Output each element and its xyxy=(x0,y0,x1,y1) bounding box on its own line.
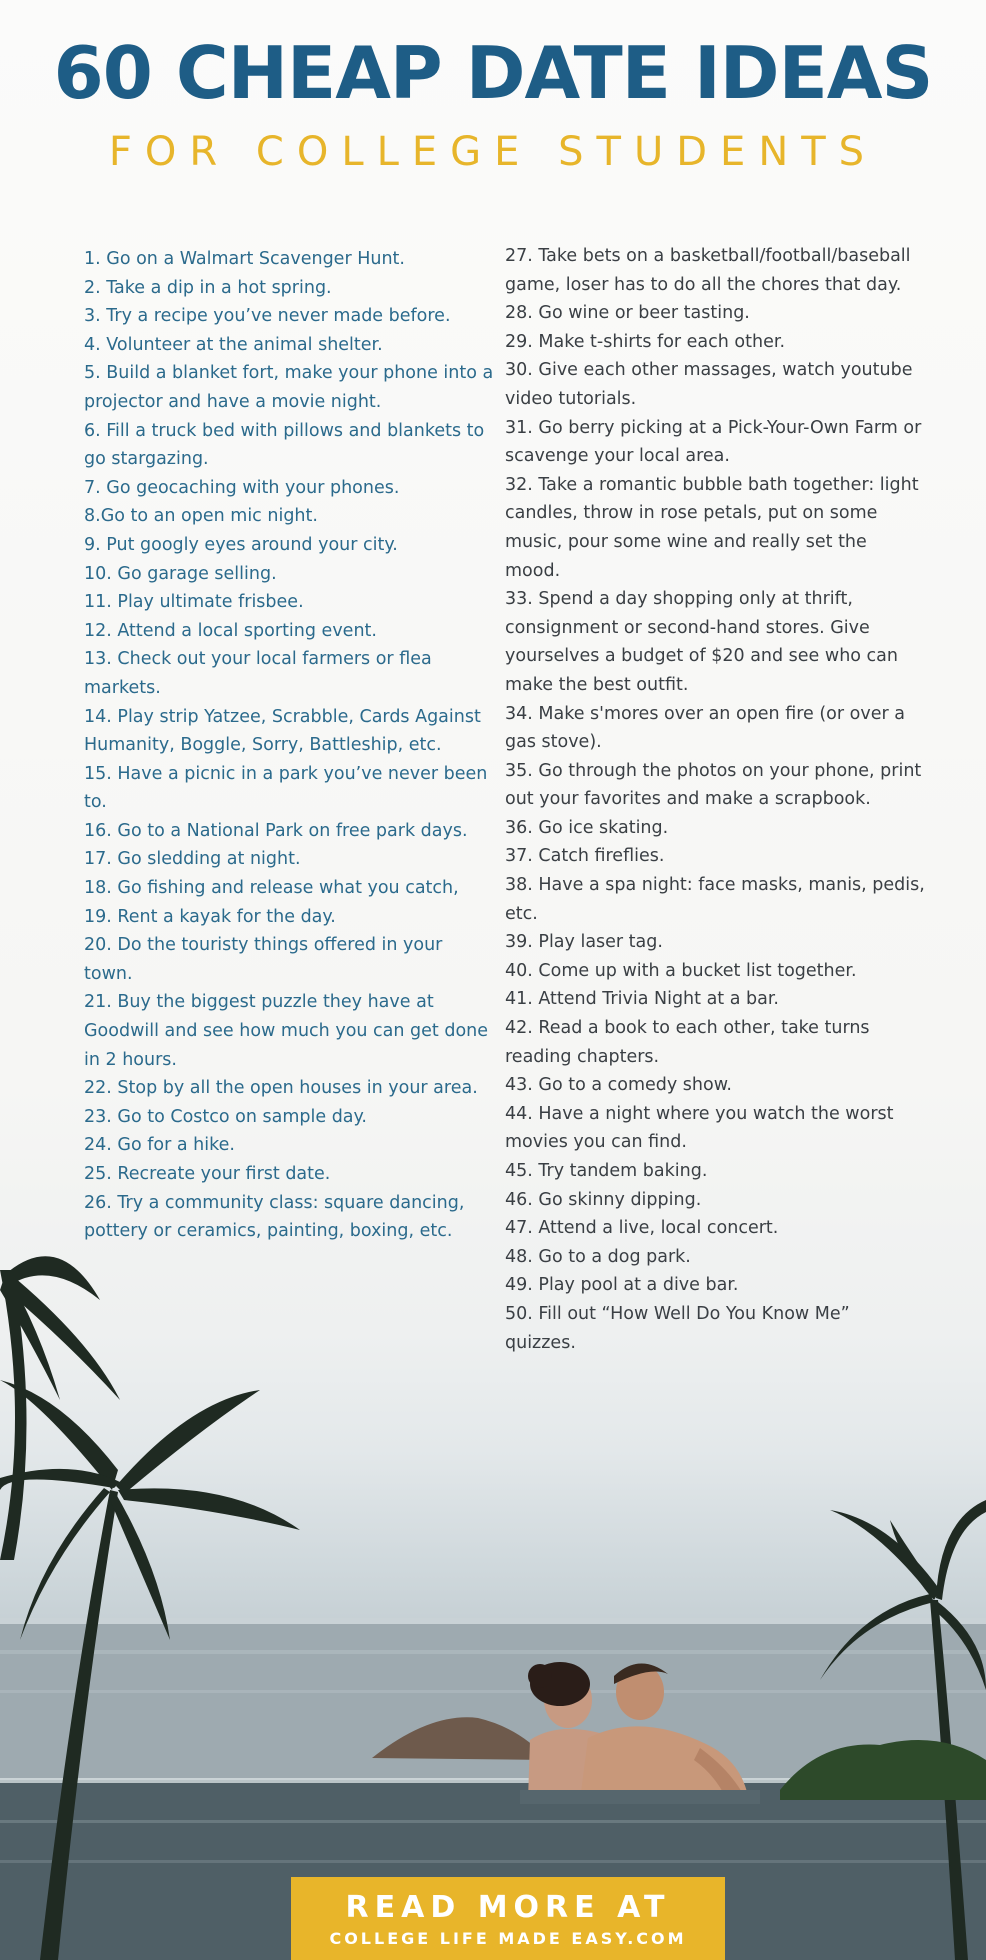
list-item: 26. Try a community class: square dancing, pottery or ceramics, painting, boxing, etc. xyxy=(84,1192,465,1242)
list-item: 21. Buy the biggest puzzle they have at Goodwill and see how much you can get done in 2 hours. xyxy=(84,992,489,1070)
list-item: 20. Do the touristy things offered in your town. xyxy=(84,935,443,984)
list-item: 15. Have a picnic in a park you’ve never been to. xyxy=(84,763,488,813)
list-item: 36. Go ice skating. xyxy=(505,817,669,838)
list-item: 35. Go through the photos on your phone, print out your favorites and make a scrapbook. xyxy=(505,760,922,810)
list-item: 43. Go to a comedy show. xyxy=(505,1075,732,1096)
website-label: COLLEGE LIFE MADE EASY.COM xyxy=(329,1929,687,1948)
list-item: 34. Make s'mores over an open fire (or over a gas stove). xyxy=(505,703,905,753)
list-item: 38. Have a spa night: face masks, manis, pedis, etc. xyxy=(505,875,925,924)
list-item: 1. Go on a Walmart Scavenger Hunt. xyxy=(84,249,405,269)
list-item: 19. Rent a kayak for the day. xyxy=(84,906,336,927)
list-item: 24. Go for a hike. xyxy=(84,1135,235,1156)
list-item: 8.Go to an open mic night. xyxy=(84,506,318,527)
list-item: 41. Attend Trivia Night at a bar. xyxy=(505,989,779,1010)
list-item: 6. Fill a truck bed with pillows and blankets to go stargazing. xyxy=(84,420,485,470)
list-item: 40. Come up with a bucket list together. xyxy=(505,960,857,981)
page-subtitle: FOR COLLEGE STUDENTS xyxy=(108,129,878,175)
list-item: 44. Have a night where you watch the worst movies you can find. xyxy=(505,1103,894,1153)
list-item: 23. Go to Costco on sample day. xyxy=(84,1106,367,1127)
list-item: 14. Play strip Yatzee, Scrabble, Cards Against Humanity, Boggle, Sorry, Battleship, etc. xyxy=(84,706,481,756)
list-item: 17. Go sledding at night. xyxy=(84,849,301,870)
read-more-banner[interactable] xyxy=(291,1877,725,1960)
list-item: 39. Play laser tag. xyxy=(505,932,663,953)
list-item: 9. Put googly eyes around your city. xyxy=(84,534,398,555)
list-item: 22. Stop by all the open houses in your area. xyxy=(84,1078,478,1099)
list-item: 3. Try a recipe you’ve never made before. xyxy=(84,306,451,327)
list-item: 47. Attend a live, local concert. xyxy=(505,1218,779,1239)
list-item: 48. Go to a dog park. xyxy=(505,1246,691,1267)
list-item: 29. Make t-shirts for each other. xyxy=(505,331,786,352)
list-item: 25. Recreate your first date. xyxy=(84,1164,331,1184)
list-item: 16. Go to a National Park on free park days. xyxy=(84,820,468,841)
page-title: 60 CHEAP DATE IDEAS xyxy=(53,31,933,115)
list-item: 10. Go garage selling. xyxy=(84,563,277,584)
list-item: 12. Attend a local sporting event. xyxy=(84,620,377,641)
list-item: 28. Go wine or beer tasting. xyxy=(505,303,750,324)
list-item: 7. Go geocaching with your phones. xyxy=(84,477,400,498)
list-item: 37. Catch fireflies. xyxy=(505,846,665,867)
list-item: 5. Build a blanket fort, make your phone into a projector and have a movie night. xyxy=(84,363,494,412)
list-item: 18. Go fishing and release what you catch, xyxy=(84,878,459,899)
read-more-label: READ MORE AT xyxy=(345,1890,671,1925)
list-item: 11. Play ultimate frisbee. xyxy=(84,592,304,613)
list-item: 13. Check out your local farmers or flea markets. xyxy=(84,649,432,698)
list-item: 42. Read a book to each other, take turns reading chapters. xyxy=(505,1018,870,1067)
list-item: 46. Go skinny dipping. xyxy=(505,1189,702,1210)
list-item: 50. Fill out “How Well Do You Know Me” quizzes. xyxy=(505,1303,850,1353)
list-item: 30. Give each other massages, watch youtube video tutorials. xyxy=(505,360,913,409)
ideas-list-left xyxy=(84,245,494,1246)
list-item: 4. Volunteer at the animal shelter. xyxy=(84,334,383,355)
list-item: 49. Play pool at a dive bar. xyxy=(505,1275,739,1296)
list-item: 45. Try tandem baking. xyxy=(505,1161,708,1181)
ideas-list-right xyxy=(505,242,925,1357)
list-item: 27. Take bets on a basketball/football/baseball game, loser has to do all the chores that day. xyxy=(505,246,911,295)
list-item: 32. Take a romantic bubble bath together: light candles, throw in rose petals, put on some music, pour some wine and really set the mood. xyxy=(505,474,919,581)
list-item: 31. Go berry picking at a Pick-Your-Own Farm or scavenge your local area. xyxy=(505,417,922,467)
list-item: 2. Take a dip in a hot spring. xyxy=(84,277,332,298)
list-item: 33. Spend a day shopping only at thrift, consignment or second-hand stores. Give yourselves a budget of $20 and see who can make the best outfit. xyxy=(505,589,898,695)
